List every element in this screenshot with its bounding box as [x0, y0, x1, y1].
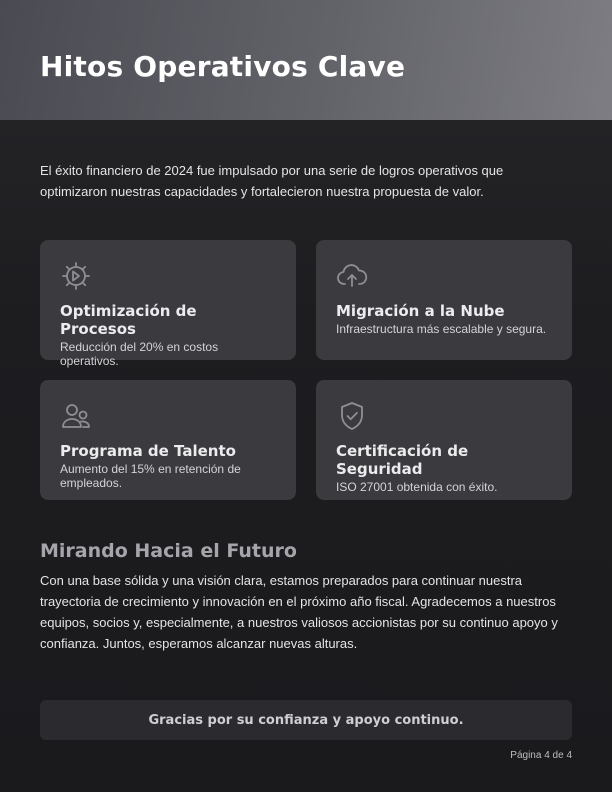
thanks-text: Gracias por su confianza y apoyo continuo.: [148, 712, 464, 728]
milestone-card-processes: [40, 240, 296, 368]
future-section-body: Con una base sólida y una visión clara, estamos preparados para continuar nuestra trayectoria de crecimiento y innovación en el próximo año fiscal. Agradecemos a nuestros equipos, socios y, especialmente, a nuestros valiosos accionistas por su continuo apoyo y confianza. Juntos, esperamos alcanzar nuevas alturas.: [40, 573, 558, 651]
card-title: Migración a la Nube: [336, 302, 505, 320]
card-description: Aumento del 15% en retención de empleados.: [60, 462, 241, 490]
shield-check-icon: [336, 400, 368, 432]
card-description: Infraestructura más escalable y segura.: [336, 322, 547, 336]
card-title: Certificación de Seguridad: [336, 442, 469, 478]
gear-icon: [60, 260, 92, 292]
card-description: ISO 27001 obtenida con éxito.: [336, 480, 498, 494]
milestone-card-talent: [40, 380, 296, 500]
card-title: Optimización de Procesos: [60, 302, 197, 338]
milestone-card-cloud: [316, 240, 572, 360]
card-title: Programa de Talento: [60, 442, 236, 460]
page-header: [0, 0, 612, 120]
future-section-title: Mirando Hacia el Futuro: [40, 540, 297, 562]
thanks-banner: [40, 700, 572, 740]
page-number: Página 4 de 4: [510, 750, 572, 761]
page-title: Hitos Operativos Clave: [40, 50, 406, 83]
card-description: Reducción del 20% en costos operativos.: [60, 340, 219, 368]
users-icon: [60, 400, 92, 432]
milestone-card-security: [316, 380, 572, 500]
milestones-grid: [40, 240, 572, 500]
cloud-upload-icon: [336, 260, 368, 292]
intro-paragraph: El éxito financiero de 2024 fue impulsado por una serie de logros operativos que optimizaron nuestras capacidades y fortalecieron nuestra propuesta de valor.: [40, 163, 504, 199]
